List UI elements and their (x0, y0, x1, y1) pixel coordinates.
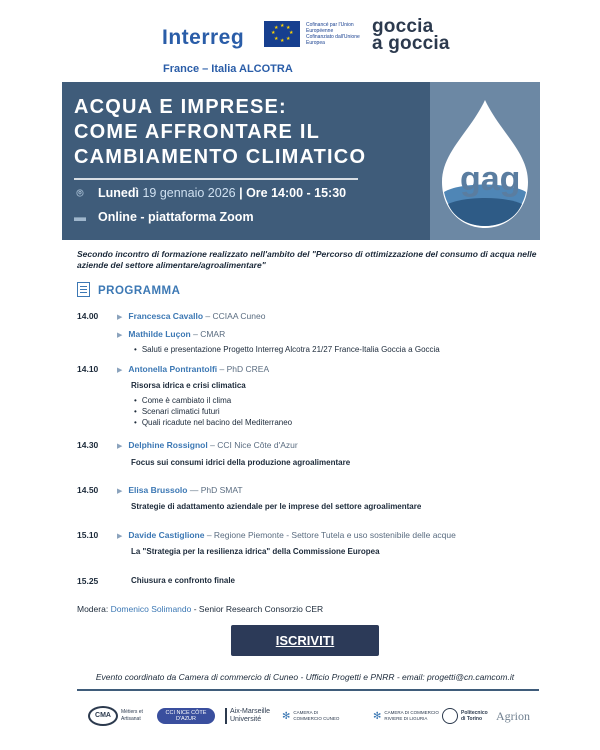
talk-topic: La "Strategia per la resilienza idrica" della Commissione Europea (131, 547, 380, 556)
event-title: ACQUA E IMPRESE: COME AFFRONTARE IL CAMBIAMENTO CLIMATICO (74, 96, 367, 168)
program-time: 14.00 (77, 311, 99, 321)
arrow-icon: ▶ (117, 367, 123, 374)
program-bullet: • Come è cambiato il clima (134, 396, 231, 405)
arrow-icon: ▶ (117, 332, 123, 339)
document-icon (77, 282, 90, 297)
arrow-icon: ▶ (117, 488, 123, 495)
partner-logo-polito: Politecnico di Torino (442, 707, 493, 725)
programma-heading: PROGRAMMA (77, 282, 180, 297)
calendar-icon: ▬ (74, 210, 86, 224)
flower-icon: ✻ (373, 710, 382, 722)
program-time: 14.50 (77, 485, 99, 495)
talk-topic: Strategie di adattamento aziendale per le imprese del settore agroalimentare (131, 502, 422, 511)
talk-topic: Focus sui consumi idrici della produzione agroalimentare (131, 458, 351, 467)
talk-topic: Risorsa idrica e crisi climatica (131, 381, 246, 390)
arrow-icon: ▶ (117, 443, 123, 450)
intro-text: Secondo incontro di formazione realizzato nell'ambito del "Percorso di ottimizzazione del consumo di acqua nelle aziende del settore alimentare/agroalimentare" (77, 249, 537, 270)
water-drop-logo-icon (430, 82, 540, 240)
speaker: ▶ Delphine Rossignol – CCI Nice Côte d'Azur (117, 440, 298, 450)
program-time: 15.25 (77, 576, 99, 586)
partner-logo-agrion: Agrion (496, 708, 530, 723)
eu-cofinancing-text: Cofinancé par l'Union Européenne Cofinanziato dall'Unione Europea (306, 22, 360, 46)
talk-topic: Chiusura e confronto finale (131, 576, 236, 585)
partner-logo-cci-nice: CCI NICE CÔTE D'AZUR (157, 707, 215, 725)
arrow-icon: ▶ (117, 533, 123, 540)
location-pin-icon: ⌾ (76, 186, 84, 200)
partner-logo-cciaa-liguria: ✻ CAMERA DI COMMERCIO RIVIERE DI LIGURIA (373, 710, 439, 722)
program-area: France – Italia ALCOTRA (163, 63, 293, 75)
title-divider (74, 178, 358, 180)
program-time: 15.10 (77, 530, 99, 540)
banner-logo-panel (430, 82, 540, 240)
program-bullet: • Quali ricadute nel bacino del Mediterraneo (134, 418, 292, 427)
footer-divider (77, 689, 539, 691)
program-bullet: • Scenari climatici futuri (134, 407, 220, 416)
program-time: 14.30 (77, 440, 99, 450)
program-bullet: • Saluti e presentazione Progetto Interreg Alcotra 21/27 France-Italia Goccia a Goccia (134, 345, 440, 354)
speaker: ▶ Mathilde Luçon – CMAR (117, 329, 226, 339)
flower-icon: ✻ (282, 710, 291, 722)
seal-icon (442, 708, 458, 724)
interreg-logo: Interreg (162, 26, 245, 49)
partner-logo-cciaa-cuneo: ✻ CAMERA DI COMMERCIO CUNEO (282, 710, 340, 722)
speaker: ▶ Antonella Pontrantolfi – PhD CREA (117, 364, 270, 374)
partner-logo-amu: Aix-Marseille Université (225, 707, 282, 725)
speaker: ▶ Francesca Cavallo – CCIAA Cuneo (117, 311, 266, 321)
moderator: Modera: Domenico Solimando - Senior Research Consorzio CER (77, 604, 324, 614)
program-time: 14.10 (77, 364, 99, 374)
svg-text:gag: gag (460, 160, 521, 198)
speaker: ▶ Elisa Brussolo — PhD SMAT (117, 485, 243, 495)
speaker: ▶ Davide Castiglione – Regione Piemonte - Settore Tutela e uso sostenibile delle acque (117, 530, 456, 540)
eu-flag-icon: ★ ★ ★ ★ ★ ★ ★ ★ (264, 21, 300, 47)
event-place: ▬ Online - piattaforma Zoom (74, 210, 254, 224)
footer-contact: Evento coordinato da Camera di commercio di Cuneo - Ufficio Progetti e PNRR - email: progetti@cn.camcom.it (95, 672, 515, 682)
event-date: ⌾ Lunedì 19 gennaio 2026 | Ore 14:00 - 15:30 (74, 186, 346, 201)
iscriviti-button[interactable]: ISCRIVITI (231, 625, 379, 656)
goccia-a-goccia-logo: goccia a goccia (372, 16, 450, 54)
arrow-icon: ▶ (117, 314, 123, 321)
partner-logo-cma: CMA Métiers et Artisanat (88, 707, 155, 725)
